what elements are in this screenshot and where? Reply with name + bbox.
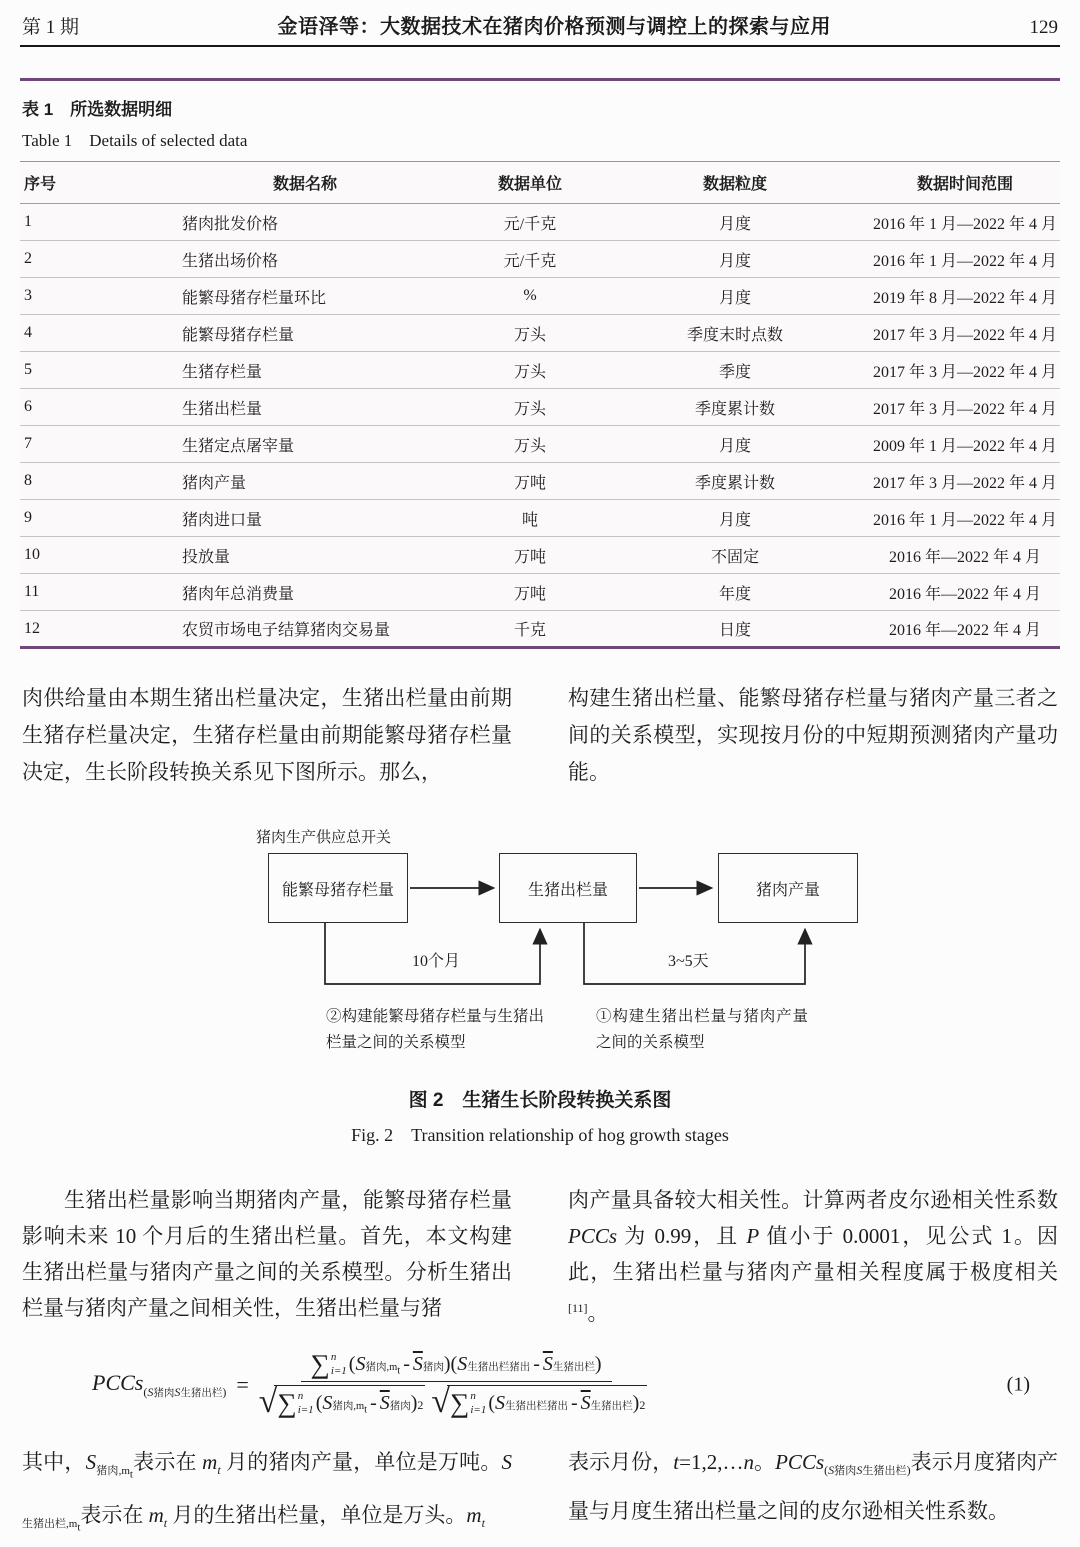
text-run: 表示在: [132, 1450, 203, 1474]
cell-range: 2016 年 1 月—2022 年 4 月: [870, 500, 1060, 537]
text-run: 表示月份，: [568, 1450, 674, 1474]
note-model-2: ②构建能繁母猪存栏量与生猪出栏量之间的关系模型: [326, 1008, 544, 1051]
cell-index: 12: [24, 619, 40, 637]
sqrt-hog: √ ∑ n i=1 ( S 生猪出栏猪出 - $\overline{S}$ 生猪出栏 ) 2: [431, 1383, 646, 1420]
sum-lower: i=1: [330, 1364, 347, 1377]
running-header: [20, 8, 1060, 47]
page-number: 129: [1029, 17, 1058, 38]
inline-p-value: P: [746, 1224, 760, 1248]
cell-unit: 吨: [460, 500, 600, 537]
box-hog-output: 生猪出栏量: [499, 853, 637, 923]
cell-granularity: 年度: [600, 574, 870, 611]
cell-granularity: 月度: [600, 426, 870, 463]
col-header-name: 数据名称: [150, 162, 460, 204]
cell-range: 2017 年 3 月—2022 年 4 月: [870, 389, 1060, 426]
cell-range: 2009 年 1 月—2022 年 4 月: [870, 426, 1060, 463]
figure-diagram: [20, 821, 1060, 1071]
text-run: =1,2,…: [679, 1450, 744, 1474]
text-run: 月的生猪出栏量，单位是万头。: [167, 1502, 467, 1527]
text-run: 为 0.99，且: [617, 1224, 747, 1248]
cell-name: 生猪出栏量: [150, 389, 460, 426]
text-run: 月的猪肉产量，单位是万吨。: [220, 1450, 502, 1474]
term-pork: ( S 猪肉$,m_t$ - $\overline{S}$ 猪肉 ): [348, 1352, 451, 1377]
cell-granularity: 月度: [600, 204, 870, 241]
figure-caption-zh: 图 2 生猪生长阶段转换关系图: [408, 1090, 672, 1111]
cell-name: 投放量: [150, 537, 460, 574]
cell-granularity: 月度: [600, 278, 870, 315]
cell-index: 10: [20, 537, 150, 574]
citation-ref: [11]: [568, 1301, 588, 1315]
table-row: [20, 352, 1060, 389]
numerator: [301, 1351, 612, 1382]
sub-pork: 猪肉: [153, 1387, 175, 1399]
body-section-1: [20, 680, 1060, 791]
m-symbol: m: [148, 1502, 164, 1527]
cell-index: 7: [20, 426, 150, 463]
pccs-formula: [92, 1351, 653, 1419]
sqrt-pork: √ ∑ n i=1 ( S 猪肉$,m_t$ - $\overline{S}$ 猪肉 ) 2: [258, 1383, 424, 1420]
table-top-rule: [20, 78, 1060, 81]
cell-unit: 万吨: [460, 537, 600, 574]
cell-unit: 万头: [460, 352, 600, 389]
cell-name: 能繁母猪存栏量: [150, 315, 460, 352]
cell-range: 2016 年—2022 年 4 月: [870, 537, 1060, 574]
cell-name: 能繁母猪存栏量环比: [150, 278, 460, 315]
s-symbol: S: [174, 1384, 181, 1399]
cell-granularity: 季度: [600, 352, 870, 389]
equation-number: (1): [1006, 1373, 1030, 1396]
radical-sign: √: [431, 1383, 451, 1420]
table-row: [20, 241, 1060, 278]
table-header-row: [20, 162, 1060, 204]
formula-lhs: [92, 1370, 226, 1399]
cell-name: 猪肉进口量: [150, 500, 460, 537]
table-caption-zh: 表 1 所选数据明细: [22, 100, 173, 119]
equation-1: [20, 1337, 1060, 1433]
term-hog: ( S 生猪出栏猪出 - $\overline{S}$ 生猪出栏 ): [450, 1353, 602, 1375]
cell-range: 2016 年—2022 年 4 月: [888, 622, 1041, 639]
cell-range: 2017 年 3 月—2022 年 4 月: [870, 463, 1060, 500]
table-row: [20, 315, 1060, 352]
box-pork-production: 猪肉产量: [718, 853, 858, 923]
table-caption-en: Table 1 Details of selected data: [22, 131, 248, 150]
m-symbol: m: [466, 1502, 482, 1527]
figure-caption-en: Fig. 2 Transition relationship of hog growth stages: [351, 1125, 729, 1145]
cell-unit: 万头: [460, 315, 600, 352]
paren: ): [222, 1384, 227, 1399]
cell-name: 农贸市场电子结算猪肉交易量: [182, 622, 391, 639]
table-row: [20, 611, 1060, 648]
note-model-1: ①构建生猪出栏量与猪肉产量之间的关系模型: [596, 1008, 808, 1051]
paragraph-left-1: 肉供给量由本期生猪出栏量决定，生猪出栏量由前期生猪存栏量决定，生猪存栏量由前期能繁母猪存栏量决定，生长阶段转换关系见下图所示。那么，: [22, 686, 512, 784]
table-row: [20, 537, 1060, 574]
cell-granularity: 不固定: [600, 537, 870, 574]
sigma-symbol: ∑: [310, 1349, 330, 1379]
text-run: 。: [753, 1450, 776, 1474]
paragraph-right-2: [568, 1182, 1058, 1331]
body-section-2: [20, 1182, 1060, 1331]
text-run: 肉产量具备较大相关性。计算两者皮尔逊相关性系数: [568, 1188, 1058, 1212]
table-row: [20, 204, 1060, 241]
cell-index: 1: [20, 204, 150, 241]
cell-range: 2017 年 3 月—2022 年 4 月: [870, 352, 1060, 389]
paragraph-left-2: 生猪出栏量影响当期猪肉产量，能繁母猪存栏量影响未来 10 个月后的生猪出栏量。首先，本文构建生猪出栏量与猪肉产量之间的关系模型。分析生猪出栏量与猪肉产量之间相关性，生猪出栏量与猪: [22, 1188, 512, 1320]
table-row: [20, 389, 1060, 426]
cell-name: 生猪存栏量: [150, 352, 460, 389]
data-table: [20, 161, 1060, 649]
cell-index: 6: [20, 389, 150, 426]
cell-range: 2016 年 1 月—2022 年 4 月: [870, 204, 1060, 241]
table-row: [20, 278, 1060, 315]
cell-granularity: 季度累计数: [600, 463, 870, 500]
s-symbol: S: [501, 1450, 513, 1474]
cell-name: 猪肉年总消费量: [150, 574, 460, 611]
summation: [311, 1351, 347, 1378]
cell-unit: 万头: [460, 426, 600, 463]
cell-granularity: 日度: [718, 622, 751, 639]
cell-index: 11: [20, 574, 150, 611]
table-row: [20, 463, 1060, 500]
n-symbol: n: [743, 1450, 754, 1474]
lhs-subscript: [143, 1385, 226, 1399]
sum-upper: n: [330, 1351, 337, 1364]
cell-range: 2016 年—2022 年 4 月: [870, 574, 1060, 611]
s-sub: 猪肉,mt: [96, 1465, 133, 1481]
col-header-granularity: 数据粒度: [600, 162, 870, 204]
radical-sign: √: [258, 1383, 278, 1420]
col-header-index: 序号: [20, 162, 150, 204]
col-header-unit: 数据单位: [460, 162, 600, 204]
cell-unit: 万吨: [460, 463, 600, 500]
sub-hog: 生猪出栏: [180, 1387, 223, 1399]
cell-granularity: 季度末时点数: [600, 315, 870, 352]
cell-index: 2: [20, 241, 150, 278]
t-symbol: t: [673, 1450, 680, 1474]
cell-granularity: 月度: [600, 241, 870, 278]
pccs-sub: (S猪肉S生猪出栏): [824, 1463, 911, 1478]
box-sow-inventory: 能繁母猪存栏量: [268, 853, 408, 923]
table-row: [20, 574, 1060, 611]
t-sub: t: [217, 1463, 221, 1478]
s-symbol: S: [147, 1384, 154, 1399]
cell-index: 5: [20, 352, 150, 389]
table-head: [20, 162, 1060, 204]
cell-unit: 万吨: [460, 574, 600, 611]
m-symbol: m: [202, 1450, 218, 1474]
cell-range: 2016 年 1 月—2022 年 4 月: [870, 241, 1060, 278]
text-run: 表示在: [80, 1502, 149, 1527]
paren: (: [143, 1384, 148, 1399]
cell-range: 2019 年 8 月—2022 年 4 月: [870, 278, 1060, 315]
cell-index: 9: [20, 500, 150, 537]
denominator: [259, 1382, 654, 1419]
t-sub: t: [163, 1515, 168, 1530]
s-sub: 生猪出栏,mt: [22, 1517, 81, 1534]
s-symbol: S: [85, 1450, 97, 1474]
cell-range: 2017 年 3 月—2022 年 4 月: [870, 315, 1060, 352]
table-row: [20, 500, 1060, 537]
pccs-symbol: PCCs: [92, 1370, 144, 1396]
label-3-5-days: 3~5天: [668, 953, 709, 970]
table-row: [20, 426, 1060, 463]
cell-name: 生猪出场价格: [150, 241, 460, 278]
cell-index: 8: [20, 463, 150, 500]
fraction: [259, 1351, 654, 1419]
cell-name: 猪肉批发价格: [150, 204, 460, 241]
explain-right: [568, 1442, 1058, 1547]
pccs-symbol: PCCs: [775, 1450, 825, 1474]
text-run: 值小于 0.0001，见公式 1。因此，生猪出栏量与猪肉产量相关程度属于极度相关: [568, 1224, 1059, 1284]
cell-unit: 万头: [460, 389, 600, 426]
cell-name: 生猪定点屠宰量: [150, 426, 460, 463]
equals-sign: =: [236, 1372, 249, 1397]
text-run: 。: [587, 1301, 609, 1325]
paragraph-right-1: 构建生猪出栏量、能繁母猪存栏量与猪肉产量三者之间的关系模型，实现按月份的中短期预测猪肉产量功能。: [568, 686, 1058, 784]
t-sub: t: [481, 1515, 485, 1530]
cell-granularity: 月度: [600, 500, 870, 537]
cell-index: 3: [20, 278, 150, 315]
cell-unit: 千克: [513, 622, 546, 639]
supply-switch-label: 猪肉生产供应总开关: [256, 830, 392, 846]
cell-unit: 元/千克: [460, 241, 600, 278]
cell-unit: %: [460, 278, 600, 315]
text-run: 表示月度猪肉产量与月度生猪出栏量之间的皮尔逊相关性系数。: [568, 1450, 1059, 1524]
label-10-months: 10个月: [412, 953, 461, 970]
body-section-3: [20, 1442, 1060, 1547]
text-run: 其中，: [22, 1450, 86, 1474]
explain-left: [22, 1442, 512, 1547]
table-body: [20, 204, 1060, 648]
journal-issue: 第 1 期: [22, 17, 80, 38]
cell-index: 4: [20, 315, 150, 352]
cell-name: 猪肉产量: [150, 463, 460, 500]
cell-granularity: 季度累计数: [600, 389, 870, 426]
inline-pccs: PCCs: [568, 1224, 618, 1248]
col-header-range: 数据时间范围: [870, 162, 1060, 204]
running-title: 金语泽等：大数据技术在猪肉价格预测与调控上的探索与应用: [277, 16, 831, 38]
cell-unit: 元/千克: [460, 204, 600, 241]
